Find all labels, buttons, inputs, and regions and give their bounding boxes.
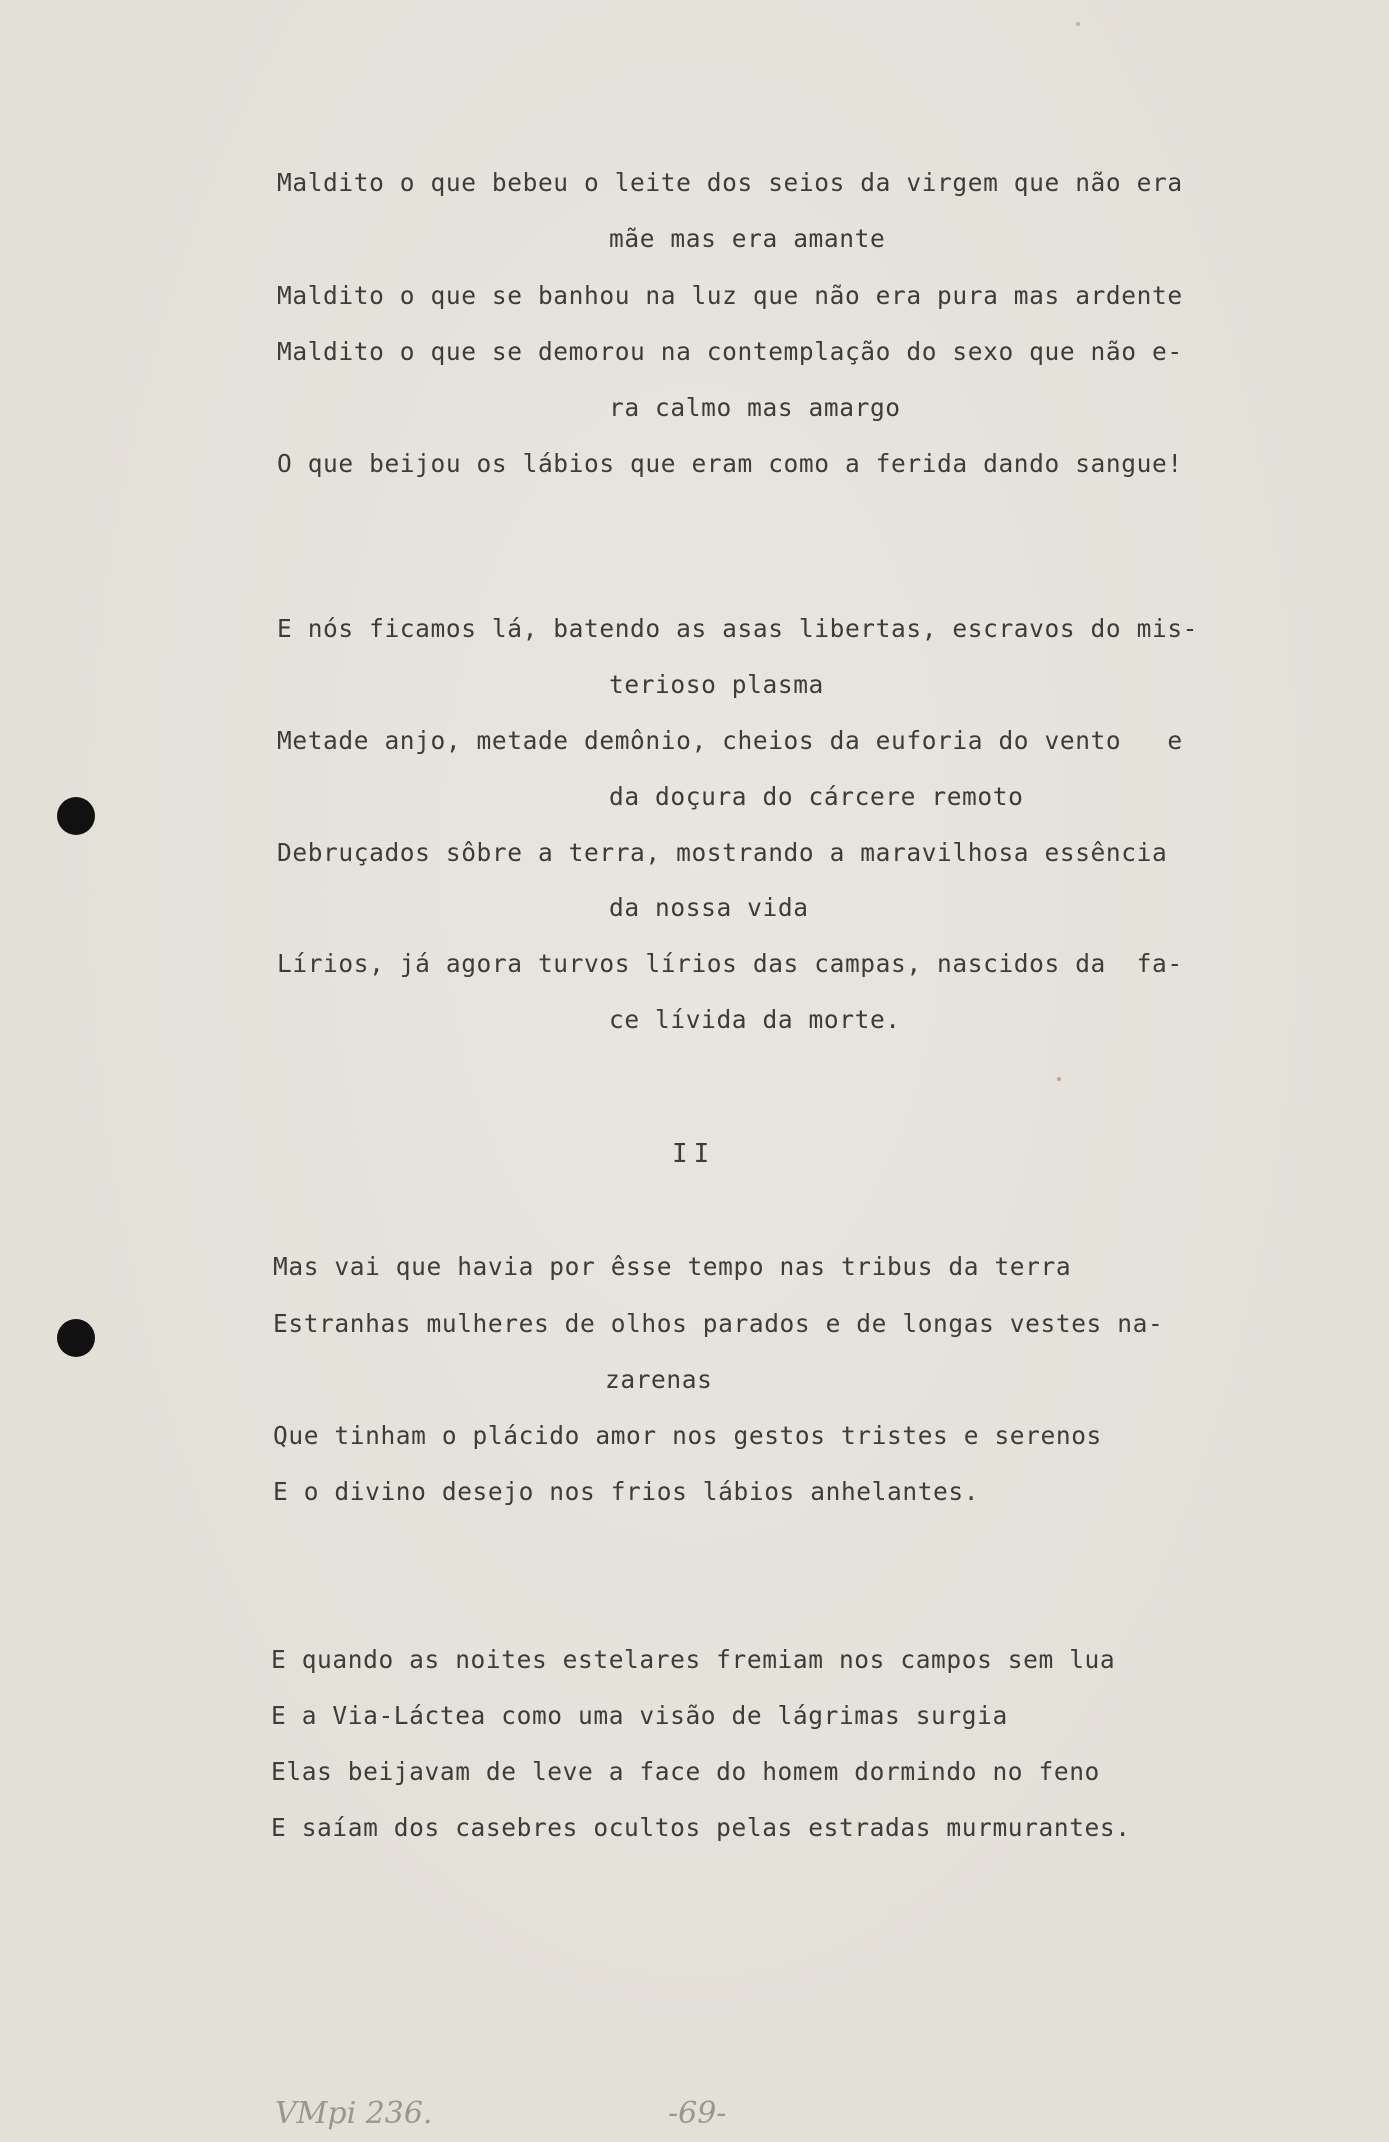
- stanza3-line: Estranhas mulheres de olhos parados e de longas vestes na-: [273, 1309, 1164, 1338]
- stanza1-line: O que beijou os lábios que eram como a ferida dando sangue!: [277, 449, 1183, 478]
- stanza1-line: mãe mas era amante: [609, 224, 886, 253]
- stanza4-line: E a Via-Láctea como uma visão de lágrimas surgia: [271, 1701, 1008, 1730]
- stanza1-line: Maldito o que se demorou na contemplação do sexo que não e-: [277, 337, 1183, 366]
- stanza1-line: Maldito o que bebeu o leite dos seios da virgem que não era: [277, 168, 1183, 197]
- stanza3-line: E o divino desejo nos frios lábios anhelantes.: [273, 1477, 980, 1506]
- stanza2-line: da nossa vida: [609, 893, 809, 922]
- stanza4-line: Elas beijavam de leve a face do homem dormindo no feno: [271, 1757, 1100, 1786]
- stanza3-line: Mas vai que havia por êsse tempo nas tribus da terra: [273, 1252, 1072, 1281]
- paper-speck: [1076, 22, 1080, 26]
- section-heading: II: [672, 1139, 716, 1169]
- stanza2-line: da doçura do cárcere remoto: [609, 782, 1024, 811]
- punch-hole-bottom: [57, 1319, 95, 1357]
- stanza2-line: ce lívida da morte.: [609, 1005, 901, 1034]
- stanza2-line: terioso plasma: [609, 670, 824, 699]
- paper-speck: [1057, 1077, 1061, 1081]
- page-number: -69-: [668, 2096, 727, 2131]
- archive-reference: VMpi 236.: [275, 2096, 433, 2131]
- stanza2-line: Debruçados sôbre a terra, mostrando a maravilhosa essência: [277, 838, 1168, 867]
- stanza1-line: Maldito o que se banhou na luz que não era pura mas ardente: [277, 281, 1183, 310]
- stanza4-line: E quando as noites estelares fremiam nos campos sem lua: [271, 1645, 1116, 1674]
- punch-hole-top: [57, 797, 95, 835]
- stanza2-line: E nós ficamos lá, batendo as asas libertas, escravos do mis-: [277, 614, 1199, 643]
- stanza4-line: E saíam dos casebres ocultos pelas estradas murmurantes.: [271, 1813, 1131, 1842]
- stanza1-line: ra calmo mas amargo: [609, 393, 901, 422]
- stanza2-line: Metade anjo, metade demônio, cheios da euforia do vento e: [277, 726, 1183, 755]
- stanza2-line: Lírios, já agora turvos lírios das campas, nascidos da fa-: [277, 949, 1183, 978]
- stanza3-line: zarenas: [605, 1365, 713, 1394]
- stanza3-line: Que tinham o plácido amor nos gestos tristes e serenos: [273, 1421, 1102, 1450]
